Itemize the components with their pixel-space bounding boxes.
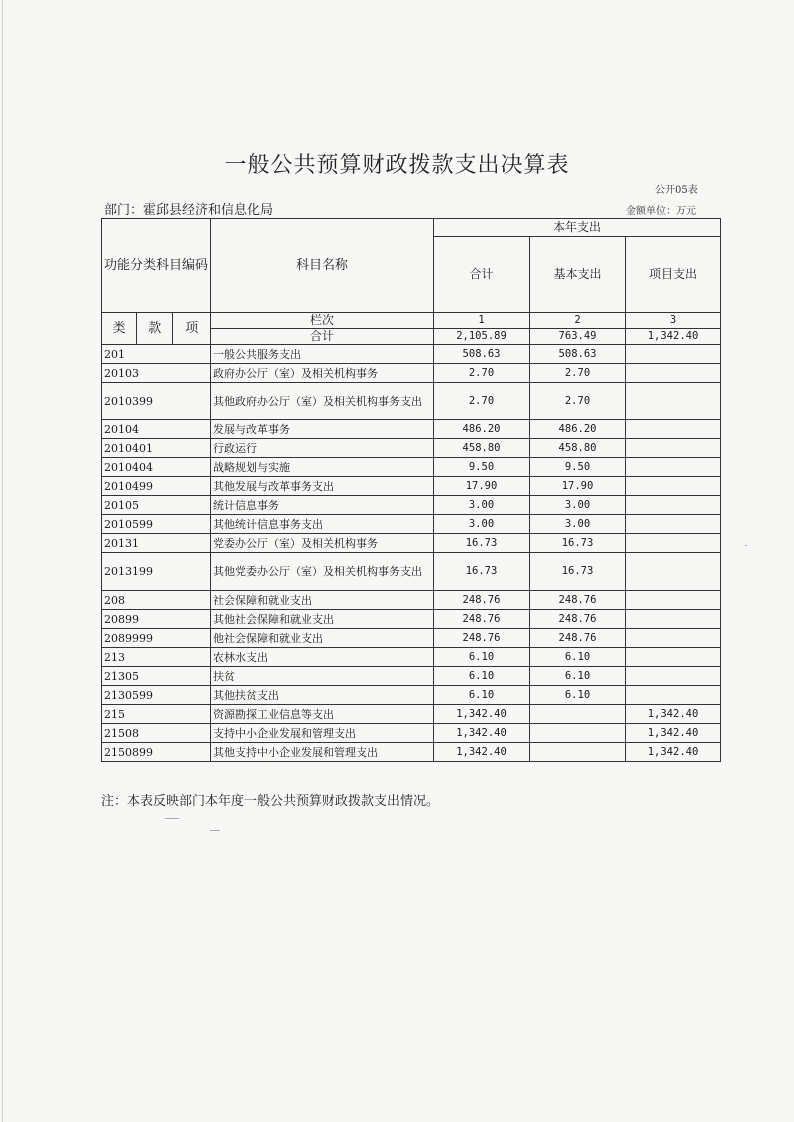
header-lanci: 栏次: [211, 313, 434, 329]
row-code: 21305: [102, 667, 211, 686]
row-total: 458.80: [434, 439, 530, 458]
row-code: 2010401: [102, 439, 211, 458]
row-project: [626, 610, 721, 629]
table-row: [102, 364, 721, 383]
row-basic: 508.63: [530, 345, 626, 364]
table-row: [102, 648, 721, 667]
row-code: 20899: [102, 610, 211, 629]
row-project: [626, 667, 721, 686]
row-basic: 248.76: [530, 591, 626, 610]
row-subject-name: 统计信息事务: [211, 496, 434, 515]
table-row: [102, 439, 721, 458]
row-project: [626, 553, 721, 591]
row-basic: [530, 705, 626, 724]
header-lei: 类: [102, 313, 137, 345]
table-row: [102, 705, 721, 724]
header-index-2: 2: [530, 313, 626, 329]
sum-basic: 763.49: [530, 329, 626, 345]
header-year-total: 本年支出: [434, 219, 721, 237]
row-subject-name: 其他发展与改革事务支出: [211, 477, 434, 496]
row-code: 2010399: [102, 383, 211, 420]
row-code: 20131: [102, 534, 211, 553]
expenditure-table: [101, 218, 721, 762]
row-basic: 248.76: [530, 610, 626, 629]
row-project: [626, 686, 721, 705]
header-subject-name: 科目名称: [211, 219, 434, 313]
row-total: 3.00: [434, 496, 530, 515]
row-basic: 3.00: [530, 496, 626, 515]
row-subject-name: 战略规划与实施: [211, 458, 434, 477]
row-basic: 17.90: [530, 477, 626, 496]
header-kuan: 款: [137, 313, 173, 345]
row-total: 248.76: [434, 629, 530, 648]
row-project: [626, 496, 721, 515]
row-code: 213: [102, 648, 211, 667]
scan-speck: [210, 830, 220, 831]
row-project: [626, 515, 721, 534]
table-row: [102, 553, 721, 591]
row-code: 208: [102, 591, 211, 610]
sum-label: 合计: [211, 329, 434, 345]
row-code: 2010404: [102, 458, 211, 477]
row-subject-name: 行政运行: [211, 439, 434, 458]
row-subject-name: 其他社会保障和就业支出: [211, 610, 434, 629]
row-total: 17.90: [434, 477, 530, 496]
row-basic: 6.10: [530, 686, 626, 705]
table-row: [102, 724, 721, 743]
row-total: 6.10: [434, 648, 530, 667]
row-project: [626, 345, 721, 364]
row-total: 16.73: [434, 534, 530, 553]
table-row: [102, 458, 721, 477]
row-total: 2.70: [434, 364, 530, 383]
row-total: 6.10: [434, 686, 530, 705]
header-col-basic: 基本支出: [530, 237, 626, 313]
row-project: 1,342.40: [626, 724, 721, 743]
row-project: 1,342.40: [626, 705, 721, 724]
row-code: 215: [102, 705, 211, 724]
row-code: 2010599: [102, 515, 211, 534]
row-project: [626, 591, 721, 610]
table-row: [102, 515, 721, 534]
row-total: 248.76: [434, 591, 530, 610]
row-basic: 16.73: [530, 534, 626, 553]
sum-total: 2,105.89: [434, 329, 530, 345]
row-total: 508.63: [434, 345, 530, 364]
row-subject-name: 党委办公厅（室）及相关机构事务: [211, 534, 434, 553]
row-project: 1,342.40: [626, 743, 721, 762]
row-code: 20103: [102, 364, 211, 383]
row-project: [626, 383, 721, 420]
row-subject-name: 政府办公厅（室）及相关机构事务: [211, 364, 434, 383]
row-project: [626, 458, 721, 477]
row-total: 1,342.40: [434, 724, 530, 743]
row-code: 2010499: [102, 477, 211, 496]
row-subject-name: 农林水支出: [211, 648, 434, 667]
header-xiang: 项: [173, 313, 211, 345]
table-row: [102, 591, 721, 610]
row-project: [626, 648, 721, 667]
row-project: [626, 477, 721, 496]
row-project: [626, 364, 721, 383]
row-total: 248.76: [434, 610, 530, 629]
row-basic: 2.70: [530, 364, 626, 383]
row-subject-name: 其他党委办公厅（室）及相关机构事务支出: [211, 553, 434, 591]
row-basic: [530, 743, 626, 762]
row-subject-name: 其他政府办公厅（室）及相关机构事务支出: [211, 383, 434, 420]
form-number: 公开05表: [655, 185, 698, 196]
row-total: 486.20: [434, 420, 530, 439]
row-code: 20105: [102, 496, 211, 515]
row-basic: 9.50: [530, 458, 626, 477]
table-row: [102, 686, 721, 705]
sum-project: 1,342.40: [626, 329, 721, 345]
row-code: 2089999: [102, 629, 211, 648]
row-basic: [530, 724, 626, 743]
table-row: [102, 534, 721, 553]
row-subject-name: 社会保障和就业支出: [211, 591, 434, 610]
row-basic: 6.10: [530, 667, 626, 686]
header-func-code: 功能分类科目编码: [102, 219, 211, 313]
table-row: [102, 743, 721, 762]
row-project: [626, 420, 721, 439]
row-basic: 6.10: [530, 648, 626, 667]
row-basic: 486.20: [530, 420, 626, 439]
row-subject-name: 他社会保障和就业支出: [211, 629, 434, 648]
row-subject-name: 资源勘探工业信息等支出: [211, 705, 434, 724]
department-label: 部门：霍邱县经济和信息化局: [104, 203, 274, 218]
row-project: [626, 629, 721, 648]
header-index-1: 1: [434, 313, 530, 329]
row-total: 3.00: [434, 515, 530, 534]
table-row: [102, 345, 721, 364]
row-code: 2130599: [102, 686, 211, 705]
footnote: 注：本表反映部门本年度一般公共预算财政拨款支出情况。: [101, 794, 440, 809]
row-subject-name: 其他支持中小企业发展和管理支出: [211, 743, 434, 762]
document-title: 一般公共预算财政拨款支出决算表: [224, 153, 570, 178]
row-basic: 248.76: [530, 629, 626, 648]
row-total: 16.73: [434, 553, 530, 591]
row-basic: 16.73: [530, 553, 626, 591]
unit-label: 金额单位：万元: [626, 206, 696, 217]
row-basic: 2.70: [530, 383, 626, 420]
table-row: [102, 629, 721, 648]
row-subject-name: 其他扶贫支出: [211, 686, 434, 705]
table-row: [102, 610, 721, 629]
row-subject-name: 发展与改革事务: [211, 420, 434, 439]
row-project: [626, 439, 721, 458]
row-code: 21508: [102, 724, 211, 743]
header-index-3: 3: [626, 313, 721, 329]
row-total: 9.50: [434, 458, 530, 477]
row-subject-name: 一般公共服务支出: [211, 345, 434, 364]
header-col-total: 合计: [434, 237, 530, 313]
row-subject-name: 扶贫: [211, 667, 434, 686]
row-total: 1,342.40: [434, 743, 530, 762]
scan-speck: [165, 818, 179, 819]
header-col-project: 项目支出: [626, 237, 721, 313]
table-row: [102, 667, 721, 686]
row-total: 2.70: [434, 383, 530, 420]
row-subject-name: 支持中小企业发展和管理支出: [211, 724, 434, 743]
row-basic: 3.00: [530, 515, 626, 534]
row-basic: 458.80: [530, 439, 626, 458]
row-total: 6.10: [434, 667, 530, 686]
row-code: 2013199: [102, 553, 211, 591]
row-code: 20104: [102, 420, 211, 439]
table-row: [102, 383, 721, 420]
row-code: 201: [102, 345, 211, 364]
table-row: [102, 420, 721, 439]
row-subject-name: 其他统计信息事务支出: [211, 515, 434, 534]
row-project: [626, 534, 721, 553]
scan-speck: [745, 545, 747, 546]
row-total: 1,342.40: [434, 705, 530, 724]
row-code: 2150899: [102, 743, 211, 762]
table-row: [102, 477, 721, 496]
table-row: [102, 496, 721, 515]
